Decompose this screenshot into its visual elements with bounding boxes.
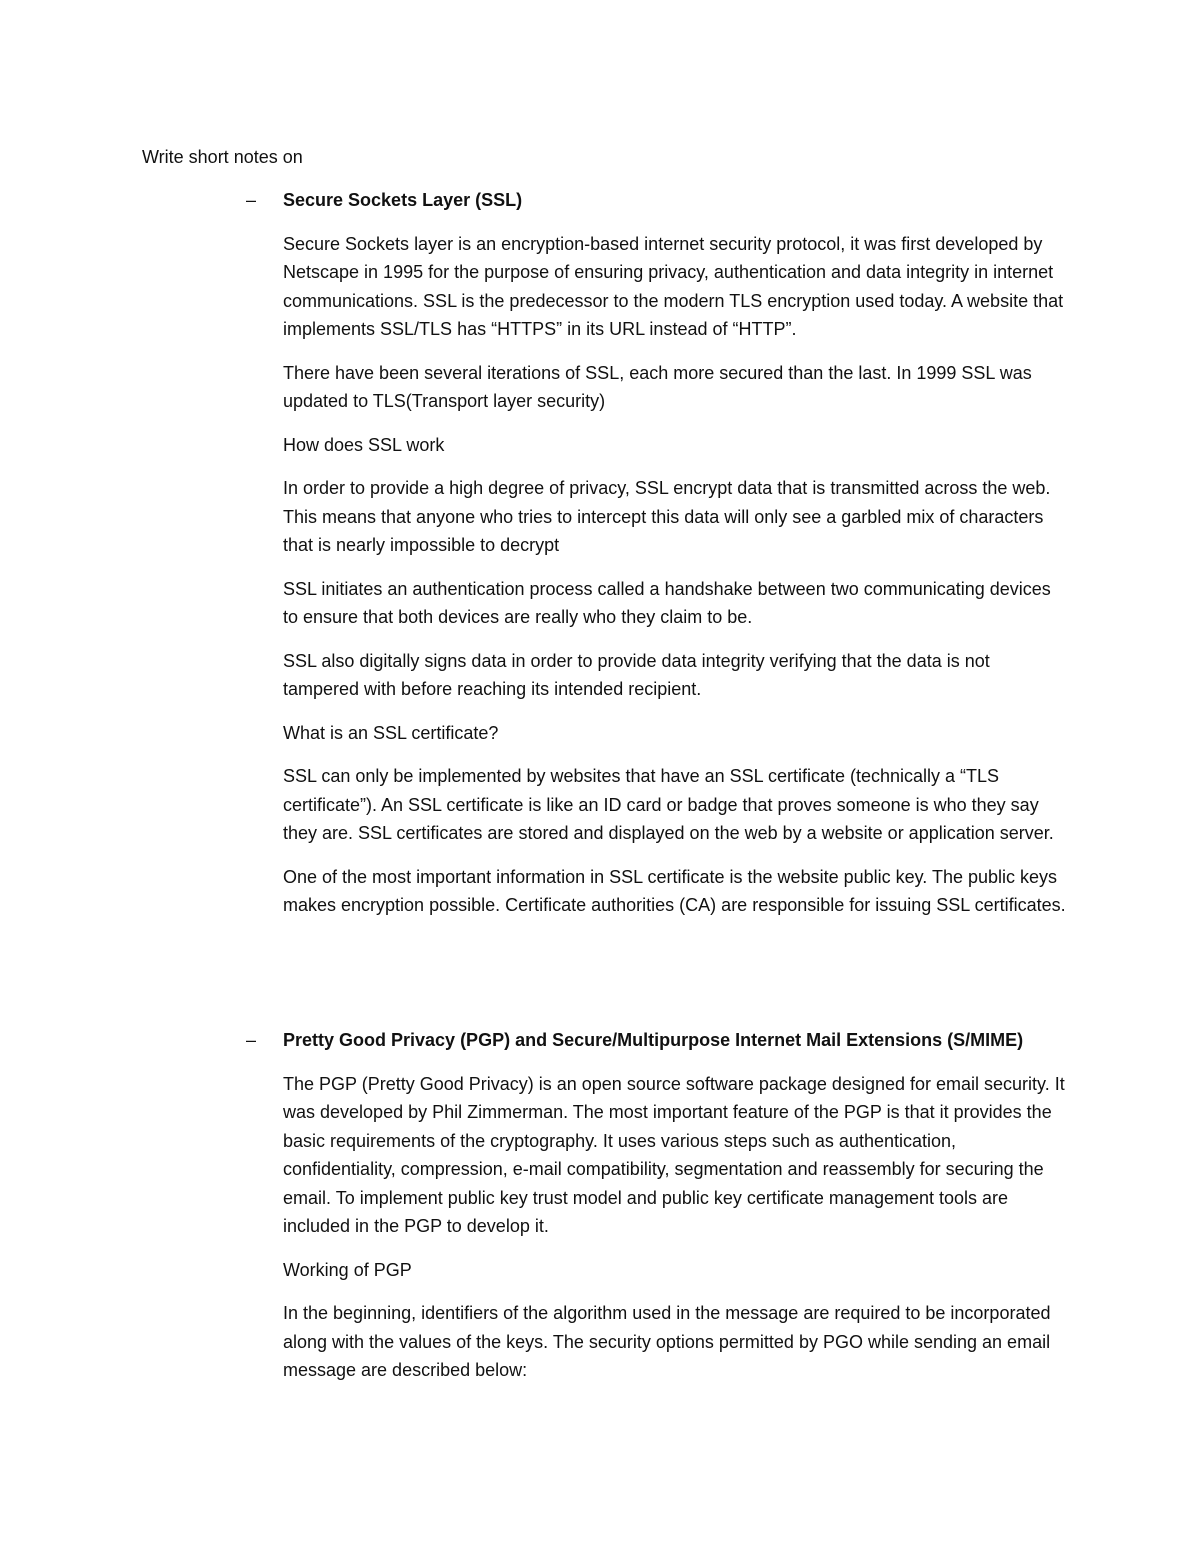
paragraph: There have been several iterations of SSL, each more secured than the last. In 1999 SSL was updated to TLS(Transport layer security) xyxy=(283,362,1032,411)
paragraph: In the beginning, identifiers of the algorithm used in the message are required to be incorporated along with the values of the keys. The security options permitted by PGO while sending an email message are described below: xyxy=(283,1303,1051,1380)
paragraph: Secure Sockets layer is an encryption-based internet security protocol, it was first developed by Netscape in 1995 for the purpose of ensuring privacy, authentication and data integrity in internet communications. SSL is the predecessor to the modern TLS encryption used today. A website that implements SSL/TLS has “HTTPS” in its URL instead of “HTTP”. xyxy=(283,233,1064,339)
paragraph: SSL initiates an authentication process called a handshake between two communicating devices to ensure that both devices are really who they claim to be. xyxy=(283,578,1051,627)
paragraph: One of the most important information in SSL certificate is the website public key. The public keys makes encryption possible. Certificate authorities (CA) are responsible for issuing SSL certificates. xyxy=(283,866,1066,915)
bullet-dash: – xyxy=(246,1030,257,1050)
paragraph: SSL also digitally signs data in order to provide data integrity verifying that the data is not tampered with before reaching its intended recipient. xyxy=(283,650,990,699)
section-heading: Secure Sockets Layer (SSL) xyxy=(283,190,523,210)
intro-text: Write short notes on xyxy=(142,147,303,167)
paragraph: The PGP (Pretty Good Privacy) is an open source software package designed for email security. It was developed by Phil Zimmerman. The most important feature of the PGP is that it provides the basic requirements of the cryptography. It uses various steps such as authentication, confidentiality, compression, e-mail compatibility, segmentation and reassembly for securing the email. To implement public key trust model and public key certificate management tools are included in the PGP to develop it. xyxy=(283,1073,1065,1236)
section-pgp-smime xyxy=(246,1026,1066,1400)
section-ssl xyxy=(246,186,1066,935)
section-body xyxy=(283,186,1066,920)
paragraph: In order to provide a high degree of privacy, SSL encrypt data that is transmitted across the web. This means that anyone who tries to intercept this data will only see a garbled mix of characters that is nearly impossible to decrypt xyxy=(283,478,1051,555)
bullet-dash: – xyxy=(246,190,257,210)
section-heading: Pretty Good Privacy (PGP) and Secure/Multipurpose Internet Mail Extensions (S/MIME) xyxy=(283,1030,1024,1050)
subheading: What is an SSL certificate? xyxy=(283,722,499,743)
section-body xyxy=(283,1026,1066,1385)
subheading: Working of PGP xyxy=(283,1259,412,1280)
paragraph: SSL can only be implemented by websites that have an SSL certificate (technically a “TLS certificate”). An SSL certificate is like an ID card or badge that proves someone is who they say they are. SSL certificates are stored and displayed on the web by a website or application server. xyxy=(283,766,1054,843)
subheading: How does SSL work xyxy=(283,434,445,455)
